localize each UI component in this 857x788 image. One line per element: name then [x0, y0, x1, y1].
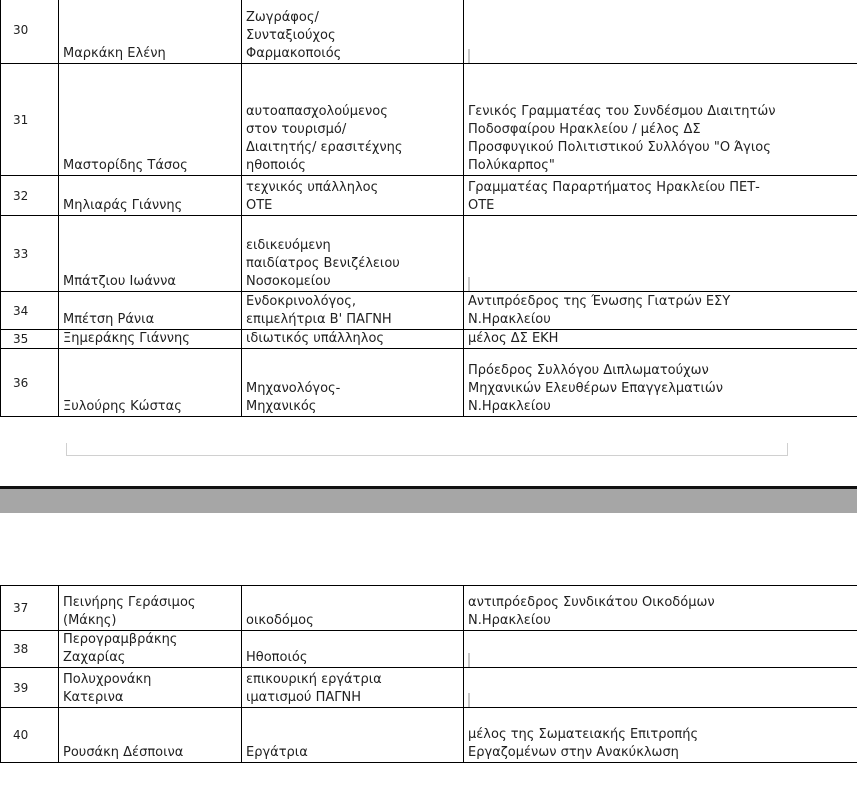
cell-line: Ρουσάκη Δέσποινα [63, 745, 184, 760]
text-cursor-mark [468, 653, 470, 667]
cell-line: Κατερινα [63, 690, 124, 705]
occupation [242, 708, 464, 763]
candidate-name [59, 0, 242, 64]
occupation [242, 631, 464, 668]
cell-line: Συνταξιούχος [246, 28, 336, 43]
cell-line: Ν.Ηρακλείου [468, 312, 551, 327]
affiliation [464, 176, 857, 216]
row-number [1, 330, 59, 349]
page-bottom-table-area [0, 585, 857, 763]
row-number-text: 30 [13, 23, 29, 37]
cell-line: Νοσοκομείου [246, 274, 331, 289]
cell-line: ιδιωτικός υπάλληλος [246, 331, 385, 346]
row-number [1, 292, 59, 330]
cell-line: Πολυχρονάκη [63, 672, 152, 687]
row-number-text: 32 [13, 188, 29, 203]
row-number [1, 176, 59, 216]
table-row [1, 0, 857, 64]
row-number-text: 35 [13, 332, 29, 346]
page-break-gap [0, 486, 857, 513]
affiliation [464, 64, 857, 176]
affiliation [464, 349, 857, 417]
cell-line: Γραμματέας Παραρτήματος Ηρακλείου ΠΕΤ- [468, 180, 760, 195]
table-row [1, 708, 857, 763]
candidate-name-text: Ξυλούρης Κώστας [63, 399, 182, 414]
cell-line: επιμελήτρια Β' ΠΑΓΝΗ [246, 312, 392, 327]
occupation [242, 330, 464, 349]
table-row [1, 176, 857, 216]
cell-line: Προσφυγικού Πολιτιστικού Συλλόγου "Ο Άγιος [468, 140, 771, 155]
row-number-text: 36 [13, 375, 29, 390]
row-number [1, 64, 59, 176]
cell-line: μέλος της Σωματειακής Επιτροπής [468, 727, 699, 742]
cell-line: αντιπρόεδρος Συνδικάτου Οικοδόμων [468, 595, 715, 610]
occupation [242, 349, 464, 417]
table-row [1, 216, 857, 292]
affiliation [464, 0, 857, 64]
candidate-name-text: Μηλιαράς Γιάννης [63, 198, 183, 213]
row-number [1, 586, 59, 631]
candidate-name-text: Μαρκάκη Ελένη [63, 46, 166, 61]
cell-line: Διαιτητής/ ερασιτέχνης [246, 140, 403, 155]
row-number-text: 38 [13, 642, 29, 656]
row-number-text: 34 [13, 303, 29, 318]
cell-line: Ενδοκρινολόγος, [246, 294, 356, 309]
row-number [1, 349, 59, 417]
cell-line: Μηχανολόγος- [246, 381, 341, 396]
affiliation [464, 708, 857, 763]
cell-line: ηθοποιός [246, 158, 306, 173]
cell-line: Εργαζομένων στην Ανακύκλωση [468, 745, 679, 760]
candidate-name-text: Μπέτση Ράνια [63, 312, 155, 327]
row-number-text: 31 [13, 112, 29, 127]
cell-line: ΟΤΕ [468, 198, 495, 213]
cell-line: Πολύκαρπος" [468, 158, 555, 173]
page-bottom-edge [66, 443, 788, 456]
candidate-name [59, 708, 242, 763]
text-cursor-mark [468, 277, 470, 291]
occupation [242, 668, 464, 708]
candidate-name [59, 64, 242, 176]
row-number-text: 33 [13, 246, 29, 261]
occupation [242, 176, 464, 216]
affiliation [464, 216, 857, 292]
cell-line: Ηθοποιός [246, 650, 308, 665]
cell-line: ιματισμού ΠΑΓΝΗ [246, 690, 361, 705]
occupation [242, 64, 464, 176]
row-number [1, 0, 59, 64]
row-number [1, 631, 59, 668]
cell-line: στον τουρισμό/ [246, 122, 347, 137]
candidate-name-text: Μπάτζιου Ιωάννα [63, 274, 176, 289]
cell-line: Μηχανικός [246, 399, 317, 414]
row-number-text: 37 [13, 601, 29, 615]
cell-line: οικοδόμος [246, 613, 314, 628]
candidate-name [59, 292, 242, 330]
affiliation [464, 330, 857, 349]
table-row [1, 349, 857, 417]
cell-line: μέλος ΔΣ ΕΚΗ [468, 331, 559, 346]
text-cursor-mark [468, 693, 470, 707]
cell-line: τεχνικός υπάλληλος [246, 180, 379, 195]
cell-line: Ζαχαρίας [63, 650, 126, 665]
candidate-name [59, 668, 242, 708]
candidate-name [59, 349, 242, 417]
row-number-text: 39 [13, 680, 29, 695]
cell-line: Ν.Ηρακλείου [468, 613, 551, 628]
row-number [1, 216, 59, 292]
cell-line: παιδίατρος Βενιζέλειου [246, 256, 400, 271]
row-number [1, 708, 59, 763]
table-row [1, 330, 857, 349]
table-row [1, 586, 857, 631]
cell-line: ειδικευόμενη [246, 238, 331, 253]
cell-line: Αντιπρόεδρος της Ένωσης Γιατρών ΕΣΥ [468, 294, 731, 309]
cell-line: (Μάκης) [63, 613, 117, 628]
table-row [1, 292, 857, 330]
cell-line: ΟΤΕ [246, 198, 273, 213]
candidate-name [59, 176, 242, 216]
cell-line: Φαρμακοποιός [246, 46, 342, 61]
affiliation [464, 631, 857, 668]
cell-line: αυτοαπασχολούμενος [246, 104, 388, 119]
cell-line: Ζωγράφος/ [246, 10, 319, 25]
cell-line: Ποδοσφαίρου Ηρακλείου / μέλος ΔΣ [468, 122, 701, 137]
table-row [1, 64, 857, 176]
occupation [242, 216, 464, 292]
candidates-table-page-2 [0, 585, 857, 763]
candidate-name [59, 586, 242, 631]
occupation [242, 586, 464, 631]
cell-line: Γενικός Γραμματέας του Συνδέσμου Διαιτητών [468, 104, 776, 119]
candidate-name-text: Ξημεράκης Γιάννης [63, 331, 190, 346]
affiliation [464, 586, 857, 631]
candidate-name [59, 216, 242, 292]
affiliation [464, 668, 857, 708]
affiliation [464, 292, 857, 330]
cell-line: Περογραμβράκης [63, 632, 178, 647]
table-row [1, 631, 857, 668]
occupation [242, 0, 464, 64]
occupation [242, 292, 464, 330]
text-cursor-mark [468, 49, 470, 63]
cell-line: Πεινήρης Γεράσιμος [63, 595, 196, 610]
candidate-name [59, 631, 242, 668]
cell-line: Μηχανικών Ελευθέρων Επαγγελματιών [468, 381, 724, 396]
candidate-name-text: Μαστορίδης Τάσος [63, 158, 188, 173]
cell-line: Πρόεδρος Συλλόγου Διπλωματούχων [468, 363, 709, 378]
row-number-text: 40 [13, 728, 29, 742]
row-number [1, 668, 59, 708]
cell-line: Ν.Ηρακλείου [468, 399, 551, 414]
table-row [1, 668, 857, 708]
cell-line: επικουρική εργάτρια [246, 672, 382, 687]
candidate-name [59, 330, 242, 349]
cell-line: Εργάτρια [246, 745, 308, 760]
